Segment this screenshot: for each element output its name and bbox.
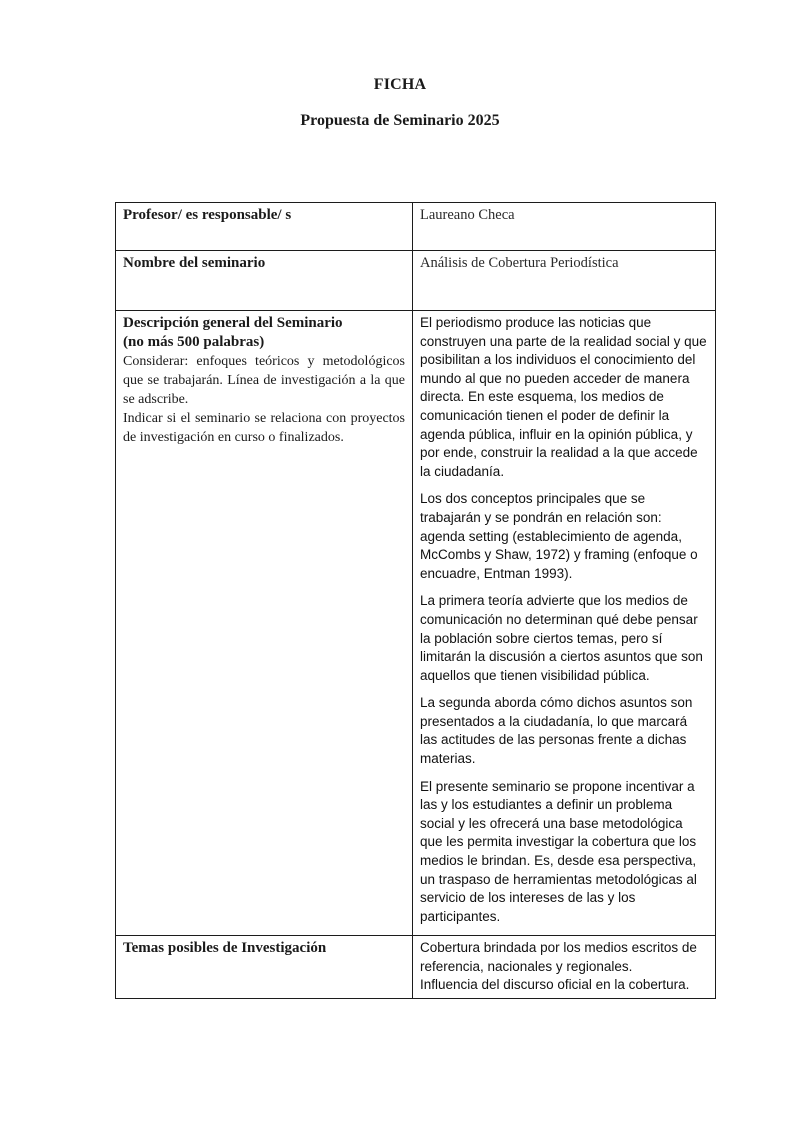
descripcion-note-paragraph: Indicar si el seminario se relaciona con proyectos de investigación en curso o finalizados. bbox=[123, 411, 405, 445]
temas-paragraph: Influencia del discurso oficial en la cobertura. bbox=[420, 977, 690, 993]
descripcion-label-cell bbox=[116, 311, 413, 936]
descripcion-paragraph: El periodismo produce las noticias que construyen una parte de la realidad social y que posibilitan a los individuos el conocimiento del mundo al que no pueden acceder de manera directa. En este esquema, los medios de comunicación tienen el poder de definir la agenda pública, influir en la opinión pública, y por ende, construir la realidad a la que accede la ciudadanía. bbox=[420, 315, 707, 479]
row-temas bbox=[116, 936, 716, 999]
nombre-label: Nombre del seminario bbox=[123, 255, 266, 271]
seminar-proposal-table bbox=[115, 202, 716, 999]
descripcion-label-title: Descripción general del Seminario bbox=[123, 315, 343, 331]
nombre-value-cell bbox=[413, 251, 716, 311]
descripcion-paragraph: El presente seminario se propone incentivar a las y los estudiantes a definir un problema social y les ofrecerá una base metodológica que les permita investigar la cobertura que los medios le brindan. Es, desde esa perspectiva, un traspaso de herramientas metodológicas al servicio de los intereses de las y los participantes. bbox=[420, 778, 697, 924]
document-subtitle: Propuesta de Seminario 2025 bbox=[300, 112, 500, 129]
temas-paragraph: Cobertura brindada por los medios escritos de referencia, nacionales y regionales. bbox=[420, 940, 697, 974]
descripcion-label-notes bbox=[123, 352, 405, 447]
profesor-value-cell bbox=[413, 203, 716, 251]
descripcion-paragraph: La primera teoría advierte que los medios de comunicación no determinan qué debe pensar la población sobre ciertos temas, pero sí limitarán la discusión a ciertos asuntos que son aquellos que tienen visibilidad pública. bbox=[420, 593, 703, 683]
row-profesor bbox=[116, 203, 716, 251]
temas-value-text bbox=[420, 939, 708, 995]
descripcion-paragraph: La segunda aborda cómo dichos asuntos son presentados a la ciudadanía, lo que marcará las actitudes de las personas frente a dichas materias. bbox=[420, 695, 693, 767]
profesor-label-cell bbox=[116, 203, 413, 251]
descripcion-note-paragraph: Considerar: enfoques teóricos y metodológicos que se trabajarán. Línea de investigación a la que se adscribe. bbox=[123, 354, 405, 407]
profesor-label: Profesor/ es responsable/ s bbox=[123, 207, 292, 223]
document-title: FICHA bbox=[373, 76, 427, 93]
descripcion-label-subtitle: (no más 500 palabras) bbox=[123, 334, 265, 350]
nombre-value: Análisis de Cobertura Periodística bbox=[420, 255, 619, 271]
temas-value-cell bbox=[413, 936, 716, 999]
descripcion-value-cell bbox=[413, 311, 716, 936]
row-nombre bbox=[116, 251, 716, 311]
nombre-label-cell bbox=[116, 251, 413, 311]
row-descripcion bbox=[116, 311, 716, 936]
descripcion-value-text bbox=[420, 314, 708, 926]
descripcion-paragraph: Los dos conceptos principales que se trabajarán y se pondrán en relación son: agenda setting (establecimiento de agenda, McCombs y Shaw, 1972) y framing (enfoque o encuadre, Entman 1993). bbox=[420, 491, 698, 581]
temas-label-cell bbox=[116, 936, 413, 999]
profesor-value: Laureano Checa bbox=[420, 207, 515, 223]
temas-label: Temas posibles de Investigación bbox=[123, 940, 327, 956]
